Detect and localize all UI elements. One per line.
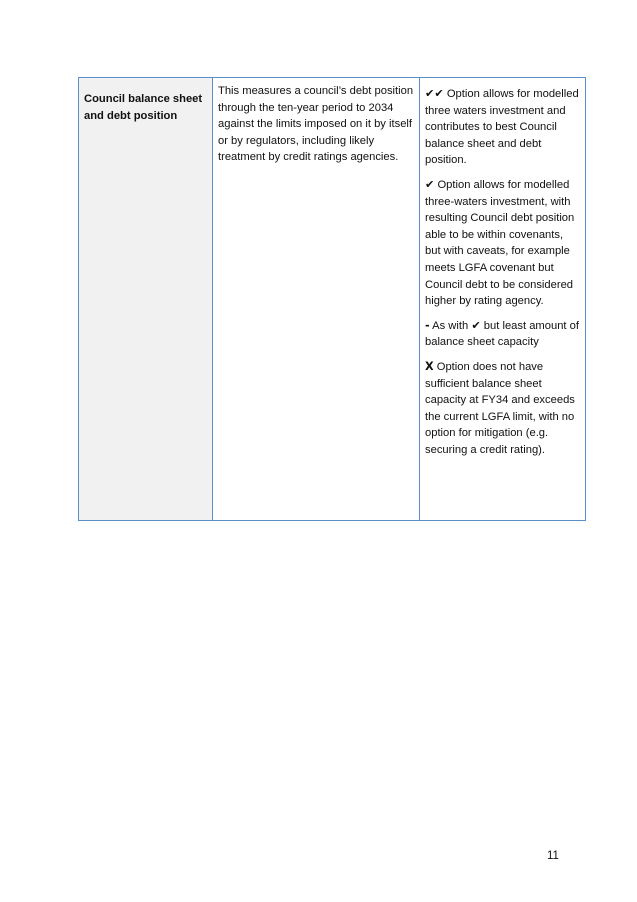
tick-icon: ✔ bbox=[471, 318, 481, 332]
tick-icon: ✔ bbox=[425, 177, 435, 191]
assessment-criteria-table bbox=[78, 77, 586, 521]
criterion-cell bbox=[79, 78, 213, 521]
rating-double-tick bbox=[425, 86, 580, 169]
rating-neutral bbox=[425, 318, 580, 351]
rating-text: Option allows for modelled three-waters investment, with resulting Council debt position able to be within covenants, but with caveats, for example meets LGFA covenant but Council debt to be considered higher by rating agency. bbox=[425, 178, 575, 308]
rating-text: Option allows for modelled three waters investment and contributes to best Council balance sheet and debt position. bbox=[425, 88, 579, 167]
rating-cross bbox=[425, 359, 580, 459]
rating-text-before: As with bbox=[429, 319, 472, 332]
ratings-cell bbox=[420, 78, 586, 521]
rating-single-tick bbox=[425, 177, 580, 310]
dash-icon: - bbox=[425, 318, 430, 332]
rating-text: Option does not have sufficient balance sheet capacity at FY34 and exceeds the current LGFA limit, with no option for mitigation (e.g. securing a credit rating). bbox=[425, 360, 575, 456]
table-row bbox=[79, 78, 586, 521]
rating-text-after: but least amount of balance sheet capacity bbox=[425, 319, 579, 349]
description-cell bbox=[213, 78, 420, 521]
criterion-description: This measures a council’s debt position through the ten-year period to 2034 against the limits imposed on it by itself or by regulators, including likely treatment by credit ratings agencies. bbox=[218, 85, 414, 164]
double-tick-icon: ✔✔ bbox=[425, 87, 444, 100]
page-number: 11 bbox=[547, 850, 559, 862]
cross-icon: X bbox=[425, 359, 434, 373]
criterion-name: Council balance sheet and debt position bbox=[84, 93, 203, 122]
